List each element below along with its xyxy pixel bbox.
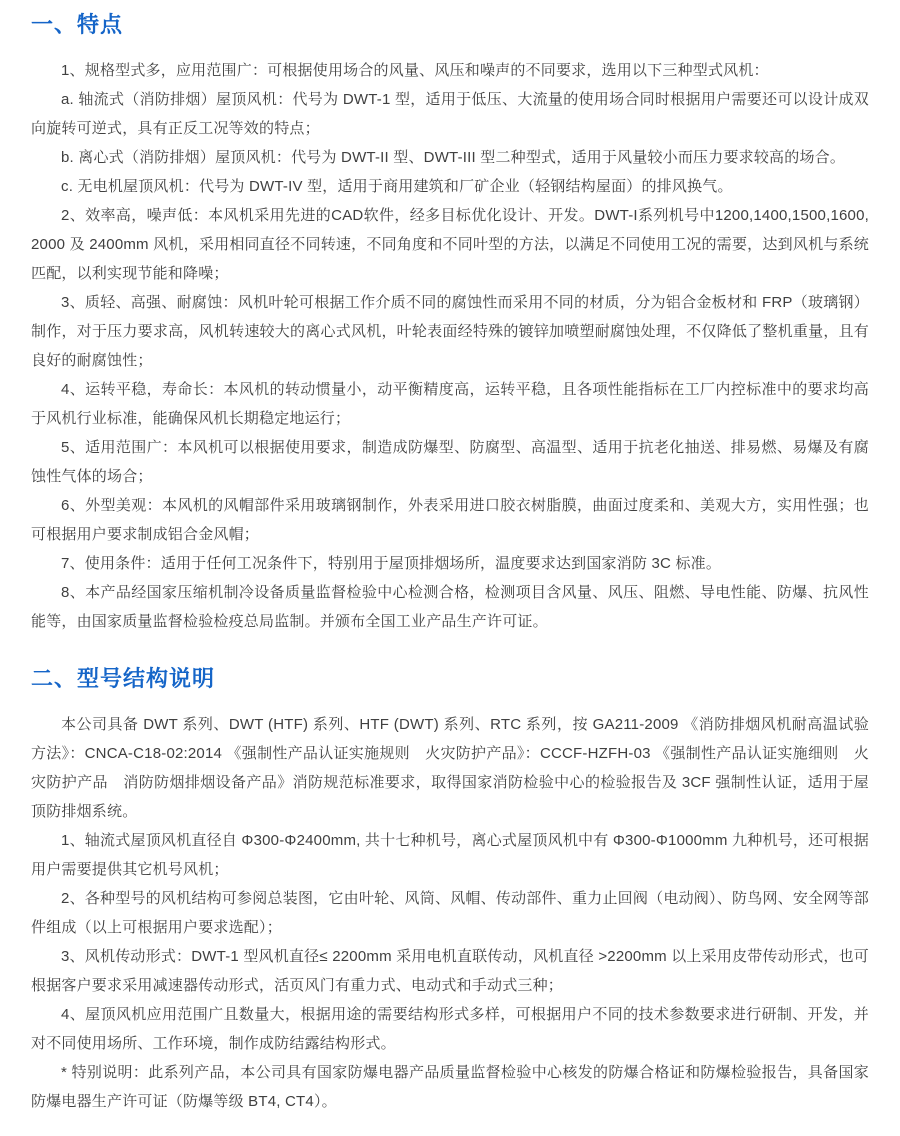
paragraph: 6、外型美观：本风机的风帽部件采用玻璃钢制作，外表采用进口胶衣树脂膜，曲面过度柔和、美观大方，实用性强；也可根据用户要求制成铝合金风帽； (31, 497, 869, 543)
paragraph: 3、风机传动形式：DWT-1 型风机直径≤ 2200mm 采用电机直联传动，风机直径 >2200mm 以上采用皮带传动形式，也可根据客户要求采用减速器传动形式，活页风门有重力式、电动式和手动式三种； (31, 948, 869, 994)
paragraph: 本公司具备 DWT 系列、DWT (HTF) 系列、HTF (DWT) 系列、RTC 系列，按 GA211-2009 《消防排烟风机耐高温试验方法》：CNCA-C18-02:2014 《强制性产品认证实施规则 火灾防护产品》：CCCF-HZFH-03 《强制性产品认证实施细则 火灾防护产品 消防防烟排烟设备产品》消防规范标准要求，取得国家消防检验中心的检验报告及 3CF 强制性认证，适用于屋顶防排烟系统。 (31, 716, 869, 820)
paragraph: 8、本产品经国家压缩机制冷设备质量监督检验中心检测合格，检测项目含风量、风压、阻燃、导电性能、防爆、抗风性能等，由国家质量监督检验检疫总局监制。并颁布全国工业产品生产许可证。 (31, 584, 869, 630)
paragraph: 5、适用范围广：本风机可以根据使用要求，制造成防爆型、防腐型、高温型、适用于抗老化抽送、排易燃、易爆及有腐蚀性气体的场合； (31, 439, 869, 485)
paragraph: 7、使用条件：适用于任何工况条件下，特别用于屋顶排烟场所，温度要求达到国家消防 3C 标准。 (61, 555, 722, 572)
paragraph: b. 离心式（消防排烟）屋顶风机：代号为 DWT-II 型、DWT-III 型二种型式，适用于风量较小而压力要求较高的场合。 (61, 149, 846, 166)
paragraph: * 特别说明：此系列产品，本公司具有国家防爆电器产品质量监督检验中心核发的防爆合格证和防爆检验报告，具备国家防爆电器生产许可证（防爆等级 BT4, CT4）。 (31, 1064, 869, 1110)
section-features-paragraphs (31, 56, 869, 636)
paragraph: 4、运转平稳，寿命长：本风机的转动惯量小，动平衡精度高，运转平稳，且各项性能指标在工厂内控标准中的要求均高于风机行业标准，能确保风机长期稳定地运行； (31, 381, 869, 427)
paragraph: 1、轴流式屋顶风机直径自 Φ300-Φ2400mm, 共十七种机号，离心式屋顶风机中有 Φ300-Φ1000mm 九种机号，还可根据用户需要提供其它机号风机； (31, 832, 869, 878)
paragraph: a. 轴流式（消防排烟）屋顶风机：代号为 DWT-1 型，适用于低压、大流量的使用场合同时根据用户需要还可以设计成双向旋转可逆式，具有正反工况等效的特点； (31, 91, 869, 137)
section-model-structure-paragraphs (31, 710, 869, 1116)
section-model-structure (31, 664, 869, 1116)
paragraph: 2、各种型号的风机结构可参阅总装图，它由叶轮、风筒、风帽、传动部件、重力止回阀（电动阀）、防鸟网、安全网等部件组成（以上可根据用户要求选配）； (31, 890, 869, 936)
paragraph: 2、效率高，噪声低：本风机采用先进的CAD软件，经多目标优化设计、开发。DWT-I系列机号中1200,1400,1500,1600,2000 及 2400mm 风机，采用相同直径不同转速，不同角度和不同叶型的方法，以满足不同使用工况的需要，达到风机与系统匹配，以利实现节能和降噪； (31, 207, 869, 282)
paragraph: 1、规格型式多，应用范围广：可根据使用场合的风量、风压和噪声的不同要求，选用以下三种型式风机： (61, 62, 769, 79)
paragraph: 3、质轻、高强、耐腐蚀：风机叶轮可根据工作介质不同的腐蚀性而采用不同的材质，分为铝合金板材和 FRP（玻璃钢）制作，对于压力要求高，风机转速较大的离心式风机，叶轮表面经特殊的镀锌加喷塑耐腐蚀处理，不仅降低了整机重量，且有良好的耐腐蚀性； (31, 294, 869, 369)
paragraph: 4、屋顶风机应用范围广且数量大，根据用途的需要结构形式多样，可根据用户不同的技术参数要求进行研制、开发，并对不同使用场所、工作环境，制作成防结露结构形式。 (31, 1006, 869, 1052)
section-features (31, 10, 869, 636)
paragraph: c. 无电机屋顶风机：代号为 DWT-IV 型，适用于商用建筑和厂矿企业（轻钢结构屋面）的排风换气。 (61, 178, 733, 195)
section-model-structure-title: 二、型号结构说明 (31, 666, 216, 691)
section-features-title: 一、特点 (31, 12, 124, 37)
